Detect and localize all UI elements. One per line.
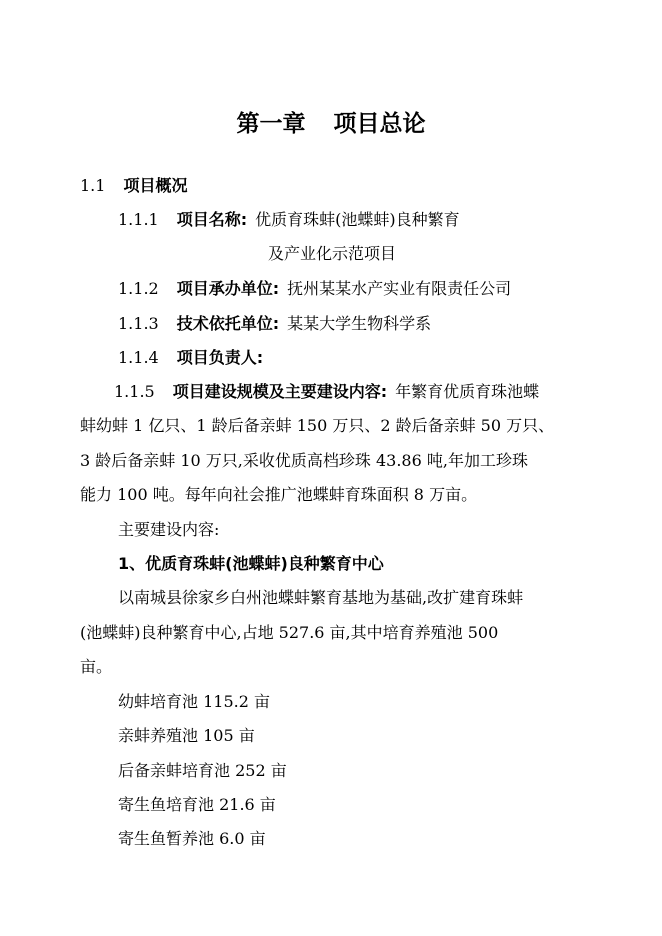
item-number: 1.1.4 [118, 348, 159, 367]
item-scale [114, 382, 539, 402]
item-label: 项目承办单位: [176, 279, 280, 298]
item-value: 抚州某某水产实业有限责任公司 [287, 279, 512, 298]
section-number: 1.1 [80, 176, 106, 195]
item-value-cont: 及产业化示范项目 [268, 244, 397, 263]
scale-line: 3 龄后备亲蚌 10 万只,采收优质高档珍珠 43.86 吨,年加工珍珠 [80, 451, 528, 470]
center-para-line: (池蝶蚌)良种繁育中心,占地 527.6 亩,其中培育养殖池 500 [80, 623, 499, 642]
item-label: 项目建设规模及主要建设内容: [172, 382, 388, 401]
item-number: 1.1.2 [118, 279, 159, 298]
item-label: 项目负责人: [176, 348, 264, 367]
center-para-line: 亩。 [80, 657, 113, 676]
item-number: 1.1.1 [118, 210, 159, 229]
item-host-unit [118, 279, 511, 299]
item-tech-support [118, 314, 431, 334]
pond-item: 亲蚌养殖池 105 亩 [118, 726, 255, 745]
item-value: 某某大学生物科学系 [287, 314, 432, 333]
item-label: 项目名称: [176, 210, 248, 229]
main-content-label: 主要建设内容: [118, 520, 220, 539]
item-value: 优质育珠蚌(池蝶蚌)良种繁育 [255, 210, 460, 229]
item-label: 技术依托单位: [176, 314, 280, 333]
item-value: 年繁育优质育珠池蝶 [395, 382, 540, 401]
chapter-name: 项目总论 [333, 111, 426, 137]
pond-item: 后备亲蚌培育池 252 亩 [118, 761, 287, 780]
center-para-line: 以南城县徐家乡白州池蝶蚌繁育基地为基础,改扩建育珠蚌 [118, 588, 524, 607]
chapter-label: 第一章 [236, 111, 306, 137]
section-title: 项目概况 [123, 176, 188, 195]
pond-item: 幼蚌培育池 115.2 亩 [118, 692, 270, 711]
pond-item: 寄生鱼培育池 21.6 亩 [118, 795, 276, 814]
item-number: 1.1.5 [114, 382, 155, 401]
item-number: 1.1.3 [118, 314, 159, 333]
pond-item: 寄生鱼暂养池 6.0 亩 [118, 829, 266, 848]
item-project-name-cont [268, 244, 396, 264]
scale-line: 蚌幼蚌 1 亿只、1 龄后备亲蚌 150 万只、2 龄后备亲蚌 50 万只、 [80, 416, 555, 435]
scale-line: 能力 100 吨。每年向社会推广池蝶蚌育珠面积 8 万亩。 [80, 485, 478, 504]
center-heading: 1、优质育珠蚌(池蝶蚌)良种繁育中心 [118, 554, 384, 573]
section-heading [80, 176, 187, 196]
item-project-name [118, 210, 460, 230]
item-project-lead [118, 348, 263, 368]
chapter-title [0, 110, 662, 138]
